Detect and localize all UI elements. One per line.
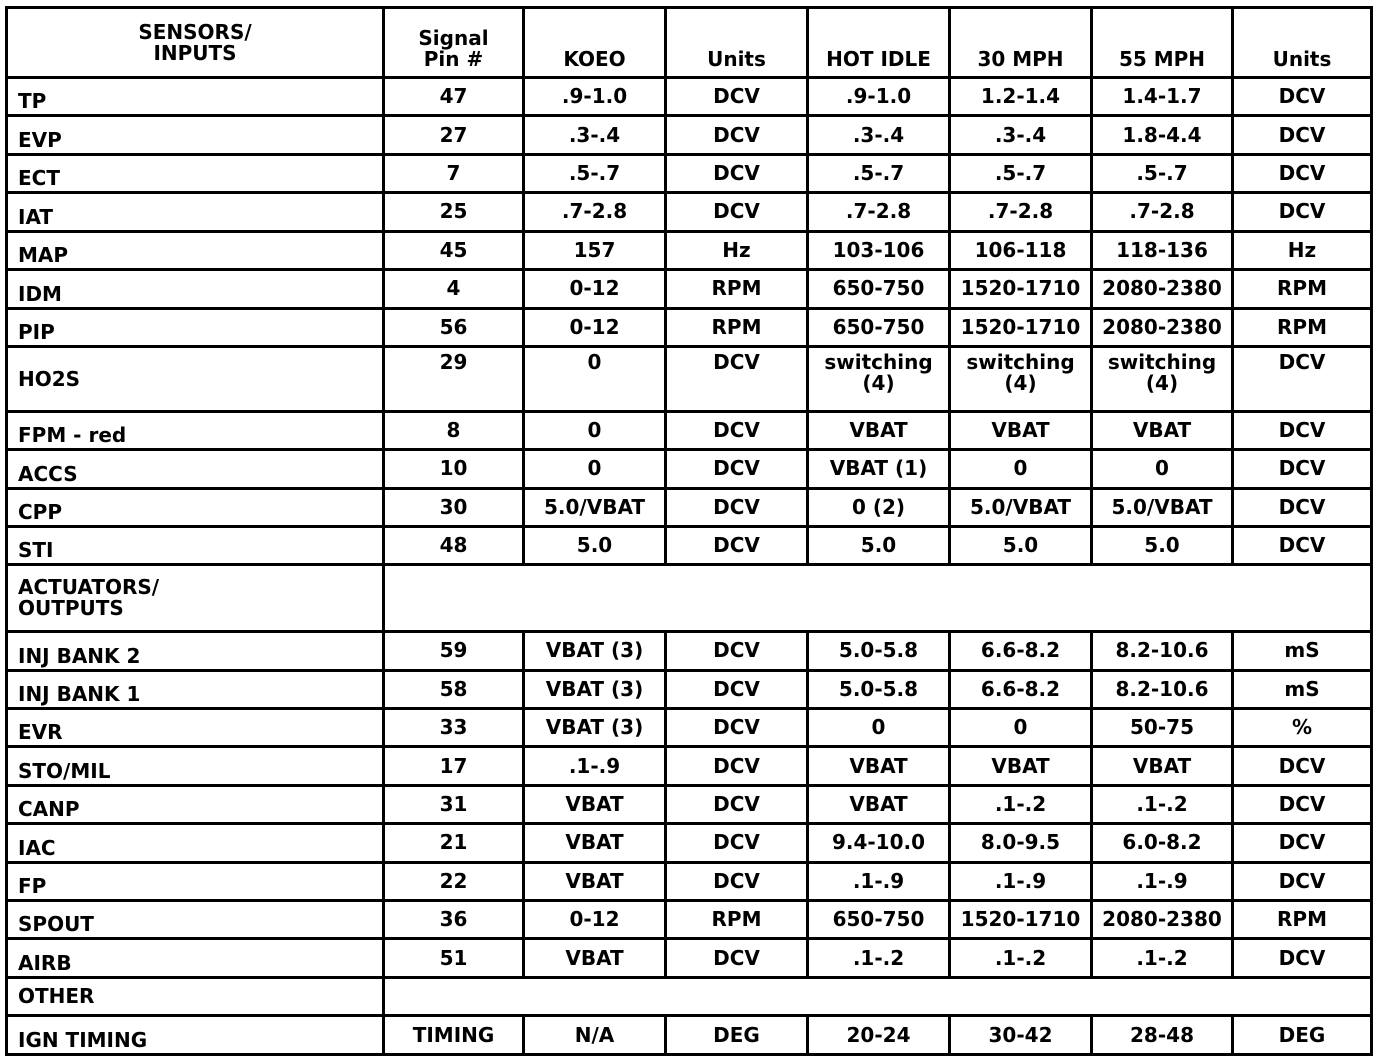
table-cell: .3-.4 xyxy=(950,116,1092,154)
table-row xyxy=(7,824,1372,862)
row-label-cell: CANP xyxy=(7,785,384,823)
table-cell: 0-12 xyxy=(524,270,666,308)
table-cell: VBAT xyxy=(950,411,1092,449)
table-cell: .7-2.8 xyxy=(808,193,950,231)
table-cell: 45 xyxy=(384,231,524,269)
table-cell: 30 xyxy=(384,488,524,526)
header-koeo: KOEO xyxy=(524,8,666,78)
section-spacer xyxy=(384,977,1372,1015)
table-cell: 8.2-10.6 xyxy=(1092,670,1233,708)
table-cell: 22 xyxy=(384,862,524,900)
table-cell: 1520-1710 xyxy=(950,901,1092,939)
table-cell: VBAT xyxy=(524,824,666,862)
table-row xyxy=(7,670,1372,708)
table-cell: 1.2-1.4 xyxy=(950,78,1092,116)
table-cell: 8.0-9.5 xyxy=(950,824,1092,862)
table-cell: 2080-2380 xyxy=(1092,308,1233,346)
header-30-mph: 30 MPH xyxy=(950,8,1092,78)
table-cell: 1.8-4.4 xyxy=(1092,116,1233,154)
table-cell: DCV xyxy=(1233,346,1372,411)
table-row xyxy=(7,231,1372,269)
table-cell: VBAT (3) xyxy=(524,632,666,670)
row-label-cell: STO/MIL xyxy=(7,747,384,785)
table-cell: DCV xyxy=(1233,747,1372,785)
table-cell: 58 xyxy=(384,670,524,708)
row-label-cell: FPM - red xyxy=(7,411,384,449)
table-cell: VBAT xyxy=(808,747,950,785)
table-cell: 4 xyxy=(384,270,524,308)
table-cell: mS xyxy=(1233,670,1372,708)
diagnostic-values-table xyxy=(5,6,1373,1056)
table-cell: .1-.2 xyxy=(950,939,1092,977)
table-cell: 5.0-5.8 xyxy=(808,632,950,670)
table-cell: 0-12 xyxy=(524,308,666,346)
row-label-cell: INJ BANK 2 xyxy=(7,632,384,670)
table-cell: 650-750 xyxy=(808,270,950,308)
header-hot-idle: HOT IDLE xyxy=(808,8,950,78)
table-cell: TIMING xyxy=(384,1016,524,1055)
table-cell: VBAT xyxy=(1092,747,1233,785)
table-cell: DCV xyxy=(666,526,808,564)
row-label-cell: PIP xyxy=(7,308,384,346)
table-cell: .1-.9 xyxy=(950,862,1092,900)
header-sensors-inputs: SENSORS/ INPUTS xyxy=(7,8,384,78)
row-label-cell: AIRB xyxy=(7,939,384,977)
table-cell: DCV xyxy=(666,411,808,449)
table-cell: 650-750 xyxy=(808,308,950,346)
table-cell: 2080-2380 xyxy=(1092,270,1233,308)
table-cell: 6.6-8.2 xyxy=(950,670,1092,708)
header-units: Units xyxy=(666,8,808,78)
table-cell: VBAT xyxy=(524,939,666,977)
table-row xyxy=(7,632,1372,670)
table-cell: N/A xyxy=(524,1016,666,1055)
table-cell: switching (4) xyxy=(950,346,1092,411)
table-cell: 5.0/VBAT xyxy=(524,488,666,526)
header-row xyxy=(7,8,1372,78)
table-cell: .7-2.8 xyxy=(524,193,666,231)
table-cell: VBAT (3) xyxy=(524,708,666,746)
table-cell: 8.2-10.6 xyxy=(1092,632,1233,670)
table-cell: 118-136 xyxy=(1092,231,1233,269)
row-label-cell: IDM xyxy=(7,270,384,308)
table-cell: DCV xyxy=(1233,862,1372,900)
row-label-cell: TP xyxy=(7,78,384,116)
table-cell: 51 xyxy=(384,939,524,977)
table-row xyxy=(7,939,1372,977)
table-cell: 0 xyxy=(1092,450,1233,488)
table-cell: .5-.7 xyxy=(950,154,1092,192)
table-cell: 7 xyxy=(384,154,524,192)
table-cell: 0 xyxy=(524,450,666,488)
table-cell: 5.0/VBAT xyxy=(950,488,1092,526)
table-cell: 5.0 xyxy=(524,526,666,564)
table-cell: RPM xyxy=(1233,901,1372,939)
table-cell: switching (4) xyxy=(1092,346,1233,411)
table-row xyxy=(7,1016,1372,1055)
table-cell: 48 xyxy=(384,526,524,564)
table-cell: 21 xyxy=(384,824,524,862)
table-cell: .7-2.8 xyxy=(950,193,1092,231)
table-cell: .3-.4 xyxy=(808,116,950,154)
table-cell: 59 xyxy=(384,632,524,670)
table-cell: DCV xyxy=(1233,78,1372,116)
table-cell: 0 xyxy=(950,708,1092,746)
section-row xyxy=(7,977,1372,1015)
table-cell: DEG xyxy=(666,1016,808,1055)
table-cell: 0 xyxy=(524,346,666,411)
table-cell: .9-1.0 xyxy=(808,78,950,116)
header-55-mph: 55 MPH xyxy=(1092,8,1233,78)
table-cell: 650-750 xyxy=(808,901,950,939)
table-cell: 1.4-1.7 xyxy=(1092,78,1233,116)
table-cell: 10 xyxy=(384,450,524,488)
table-cell: .1-.9 xyxy=(524,747,666,785)
table-cell: DCV xyxy=(666,450,808,488)
table-cell: RPM xyxy=(666,270,808,308)
table-cell: .5-.7 xyxy=(524,154,666,192)
table-cell: 103-106 xyxy=(808,231,950,269)
table-row xyxy=(7,78,1372,116)
table-cell: 33 xyxy=(384,708,524,746)
table-cell: DCV xyxy=(666,785,808,823)
table-cell: .1-.2 xyxy=(1092,939,1233,977)
table-cell: 29 xyxy=(384,346,524,411)
table-cell: DCV xyxy=(666,939,808,977)
table-cell: Hz xyxy=(1233,231,1372,269)
table-cell: DCV xyxy=(1233,526,1372,564)
table-cell: 36 xyxy=(384,901,524,939)
table-row xyxy=(7,785,1372,823)
table-row xyxy=(7,154,1372,192)
table-cell: .5-.7 xyxy=(1092,154,1233,192)
table-cell: DEG xyxy=(1233,1016,1372,1055)
table-cell: DCV xyxy=(666,78,808,116)
table-cell: 0 xyxy=(808,708,950,746)
table-cell: VBAT (3) xyxy=(524,670,666,708)
table-cell: 1520-1710 xyxy=(950,308,1092,346)
row-label-cell: MAP xyxy=(7,231,384,269)
table-row xyxy=(7,270,1372,308)
table-cell: DCV xyxy=(1233,193,1372,231)
table-cell: 0 xyxy=(950,450,1092,488)
table-cell: .1-.2 xyxy=(950,785,1092,823)
table-cell: DCV xyxy=(666,346,808,411)
table-cell: DCV xyxy=(666,862,808,900)
table-cell: 20-24 xyxy=(808,1016,950,1055)
table-cell: DCV xyxy=(1233,824,1372,862)
table-cell: 5.0-5.8 xyxy=(808,670,950,708)
table-cell: DCV xyxy=(1233,488,1372,526)
table-cell: .1-.2 xyxy=(808,939,950,977)
table-cell: mS xyxy=(1233,632,1372,670)
table-cell: DCV xyxy=(666,708,808,746)
row-label-cell: FP xyxy=(7,862,384,900)
table-cell: VBAT (1) xyxy=(808,450,950,488)
table-cell: 30-42 xyxy=(950,1016,1092,1055)
table-cell: DCV xyxy=(1233,939,1372,977)
table-row xyxy=(7,308,1372,346)
table-cell: DCV xyxy=(666,824,808,862)
table-cell: % xyxy=(1233,708,1372,746)
table-cell: switching (4) xyxy=(808,346,950,411)
table-cell: DCV xyxy=(666,747,808,785)
table-cell: 50-75 xyxy=(1092,708,1233,746)
table-cell: 6.6-8.2 xyxy=(950,632,1092,670)
table-cell: 9.4-10.0 xyxy=(808,824,950,862)
row-label-cell: ACCS xyxy=(7,450,384,488)
table-row xyxy=(7,346,1372,411)
table-cell: 17 xyxy=(384,747,524,785)
row-label-cell: STI xyxy=(7,526,384,564)
header-units-2: Units xyxy=(1233,8,1372,78)
table-row xyxy=(7,901,1372,939)
table-row xyxy=(7,488,1372,526)
row-label-cell: IAT xyxy=(7,193,384,231)
table-cell: 106-118 xyxy=(950,231,1092,269)
table-cell: .3-.4 xyxy=(524,116,666,154)
table-cell: 0-12 xyxy=(524,901,666,939)
table-row xyxy=(7,747,1372,785)
table-cell: 47 xyxy=(384,78,524,116)
table-cell: .7-2.8 xyxy=(1092,193,1233,231)
table-row xyxy=(7,708,1372,746)
table-cell: 6.0-8.2 xyxy=(1092,824,1233,862)
section-row xyxy=(7,565,1372,632)
table-cell: DCV xyxy=(1233,411,1372,449)
table-cell: VBAT xyxy=(524,862,666,900)
table-cell: 8 xyxy=(384,411,524,449)
table-cell: 31 xyxy=(384,785,524,823)
table-cell: 5.0 xyxy=(808,526,950,564)
row-label-cell: EVP xyxy=(7,116,384,154)
table-row xyxy=(7,862,1372,900)
table-cell: RPM xyxy=(666,308,808,346)
row-label-cell: SPOUT xyxy=(7,901,384,939)
table-row xyxy=(7,450,1372,488)
table-row xyxy=(7,116,1372,154)
table-cell: DCV xyxy=(666,193,808,231)
table-cell: VBAT xyxy=(808,411,950,449)
table-cell: 28-48 xyxy=(1092,1016,1233,1055)
row-label-cell: HO2S xyxy=(7,346,384,411)
section-spacer xyxy=(384,565,1372,632)
table-cell: DCV xyxy=(1233,116,1372,154)
table-cell: Hz xyxy=(666,231,808,269)
table-cell: 5.0 xyxy=(950,526,1092,564)
table-cell: 0 (2) xyxy=(808,488,950,526)
table-cell: .1-.9 xyxy=(1092,862,1233,900)
table-cell: DCV xyxy=(666,488,808,526)
table-cell: DCV xyxy=(1233,154,1372,192)
table-cell: RPM xyxy=(1233,308,1372,346)
table-cell: 27 xyxy=(384,116,524,154)
table-cell: DCV xyxy=(666,154,808,192)
table-cell: 2080-2380 xyxy=(1092,901,1233,939)
row-label-cell: EVR xyxy=(7,708,384,746)
table-cell: 25 xyxy=(384,193,524,231)
table-row xyxy=(7,526,1372,564)
table-cell: DCV xyxy=(1233,450,1372,488)
table-cell: RPM xyxy=(666,901,808,939)
table-cell: .5-.7 xyxy=(808,154,950,192)
table-cell: DCV xyxy=(666,116,808,154)
table-cell: 0 xyxy=(524,411,666,449)
table-row xyxy=(7,193,1372,231)
table-cell: DCV xyxy=(666,632,808,670)
table-cell: VBAT xyxy=(808,785,950,823)
table-cell: .1-.9 xyxy=(808,862,950,900)
table-cell: .1-.2 xyxy=(1092,785,1233,823)
row-label-cell: INJ BANK 1 xyxy=(7,670,384,708)
table-cell: 56 xyxy=(384,308,524,346)
section-label: ACTUATORS/ OUTPUTS xyxy=(7,565,384,632)
table-cell: DCV xyxy=(1233,785,1372,823)
table-cell: VBAT xyxy=(950,747,1092,785)
table-row xyxy=(7,411,1372,449)
section-label: OTHER xyxy=(7,977,384,1015)
table-cell: .9-1.0 xyxy=(524,78,666,116)
table-cell: 157 xyxy=(524,231,666,269)
table-cell: 5.0 xyxy=(1092,526,1233,564)
row-label-cell: CPP xyxy=(7,488,384,526)
table-body xyxy=(7,78,1372,1055)
row-label-cell: IGN TIMING xyxy=(7,1016,384,1055)
table-cell: DCV xyxy=(666,670,808,708)
table-cell: VBAT xyxy=(524,785,666,823)
table-cell: 1520-1710 xyxy=(950,270,1092,308)
table-cell: VBAT xyxy=(1092,411,1233,449)
header-signal-pin: Signal Pin # xyxy=(384,8,524,78)
row-label-cell: IAC xyxy=(7,824,384,862)
table-cell: RPM xyxy=(1233,270,1372,308)
row-label-cell: ECT xyxy=(7,154,384,192)
table-cell: 5.0/VBAT xyxy=(1092,488,1233,526)
